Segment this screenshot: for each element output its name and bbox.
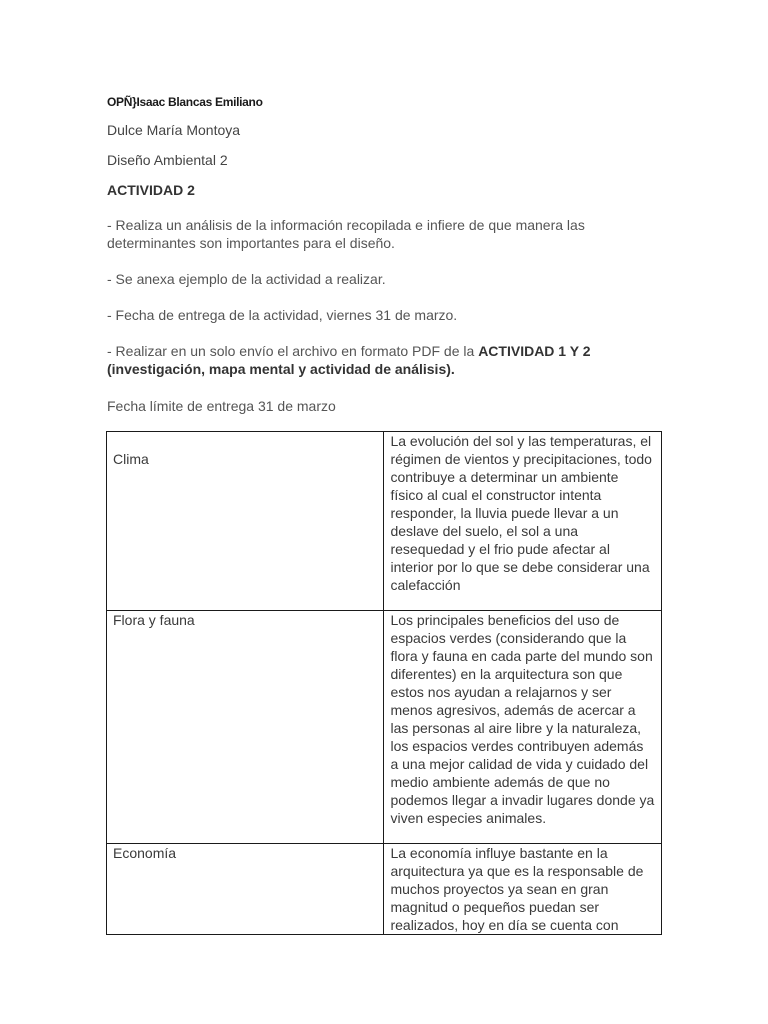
row-label: Clima [107,432,384,611]
row-text: Los principales beneficios del uso de espacios verdes (considerando que la flora y fauna en cada parte del mundo son diferentes) en la arquitectura son que estos nos ayudan a relajarnos y ser menos agresivos, además de acercar a las personas al aire libre y la naturaleza, los espacios verdes contribuyen además a una mejor calidad de vida y cuidado del medio ambiente además de que no podemos llegar a invadir lugares donde ya viven especies animales. [384,611,662,844]
row-text: La economía influye bastante en la arquitectura ya que es la responsable de muchos proyectos ya sean en gran magnitud o pequeños puedan ser realizados, hoy en día se cuenta con [384,844,662,935]
teacher-name: Dulce María Montoya [107,122,241,138]
instruction-pdf-text: - Realizar en un solo envío el archivo en formato PDF de la [107,343,479,359]
table-row [107,611,662,844]
author-line: OPÑ}Isaac Blancas Emiliano [107,95,263,109]
instruction-due-date: - Fecha de entrega de la actividad, viernes 31 de marzo. [107,307,458,323]
activity-title: ACTIVIDAD 2 [107,182,195,198]
row-text: La evolución del sol y las temperaturas, el régimen de vientos y precipitaciones, todo contribuye a determinar un ambiente físico al cual el constructor intenta responder, la lluvia puede llevar a un deslave del suelo, el sol a una resequedad y el frio pude afectar al interior por lo que se debe considerar una calefacción [384,432,662,611]
row-label: Economía [107,844,384,935]
instruction-analysis: - Realiza un análisis de la información recopilada e infiere de que manera las determinantes son importantes para el diseño. [107,217,585,251]
instruction-example: - Se anexa ejemplo de la actividad a realizar. [107,271,386,287]
deadline-note: Fecha límite de entrega 31 de marzo [107,398,336,414]
row-label: Flora y fauna [107,611,384,844]
course-name: Diseño Ambiental 2 [107,152,228,168]
table-row [107,844,662,935]
table-row [107,432,662,611]
instruction-pdf-submission [107,342,667,378]
determinants-table [106,431,662,935]
instruction-pdf-bold: ACTIVIDAD 1 Y 2 (investigación, mapa mental y actividad de análisis). [107,343,591,377]
